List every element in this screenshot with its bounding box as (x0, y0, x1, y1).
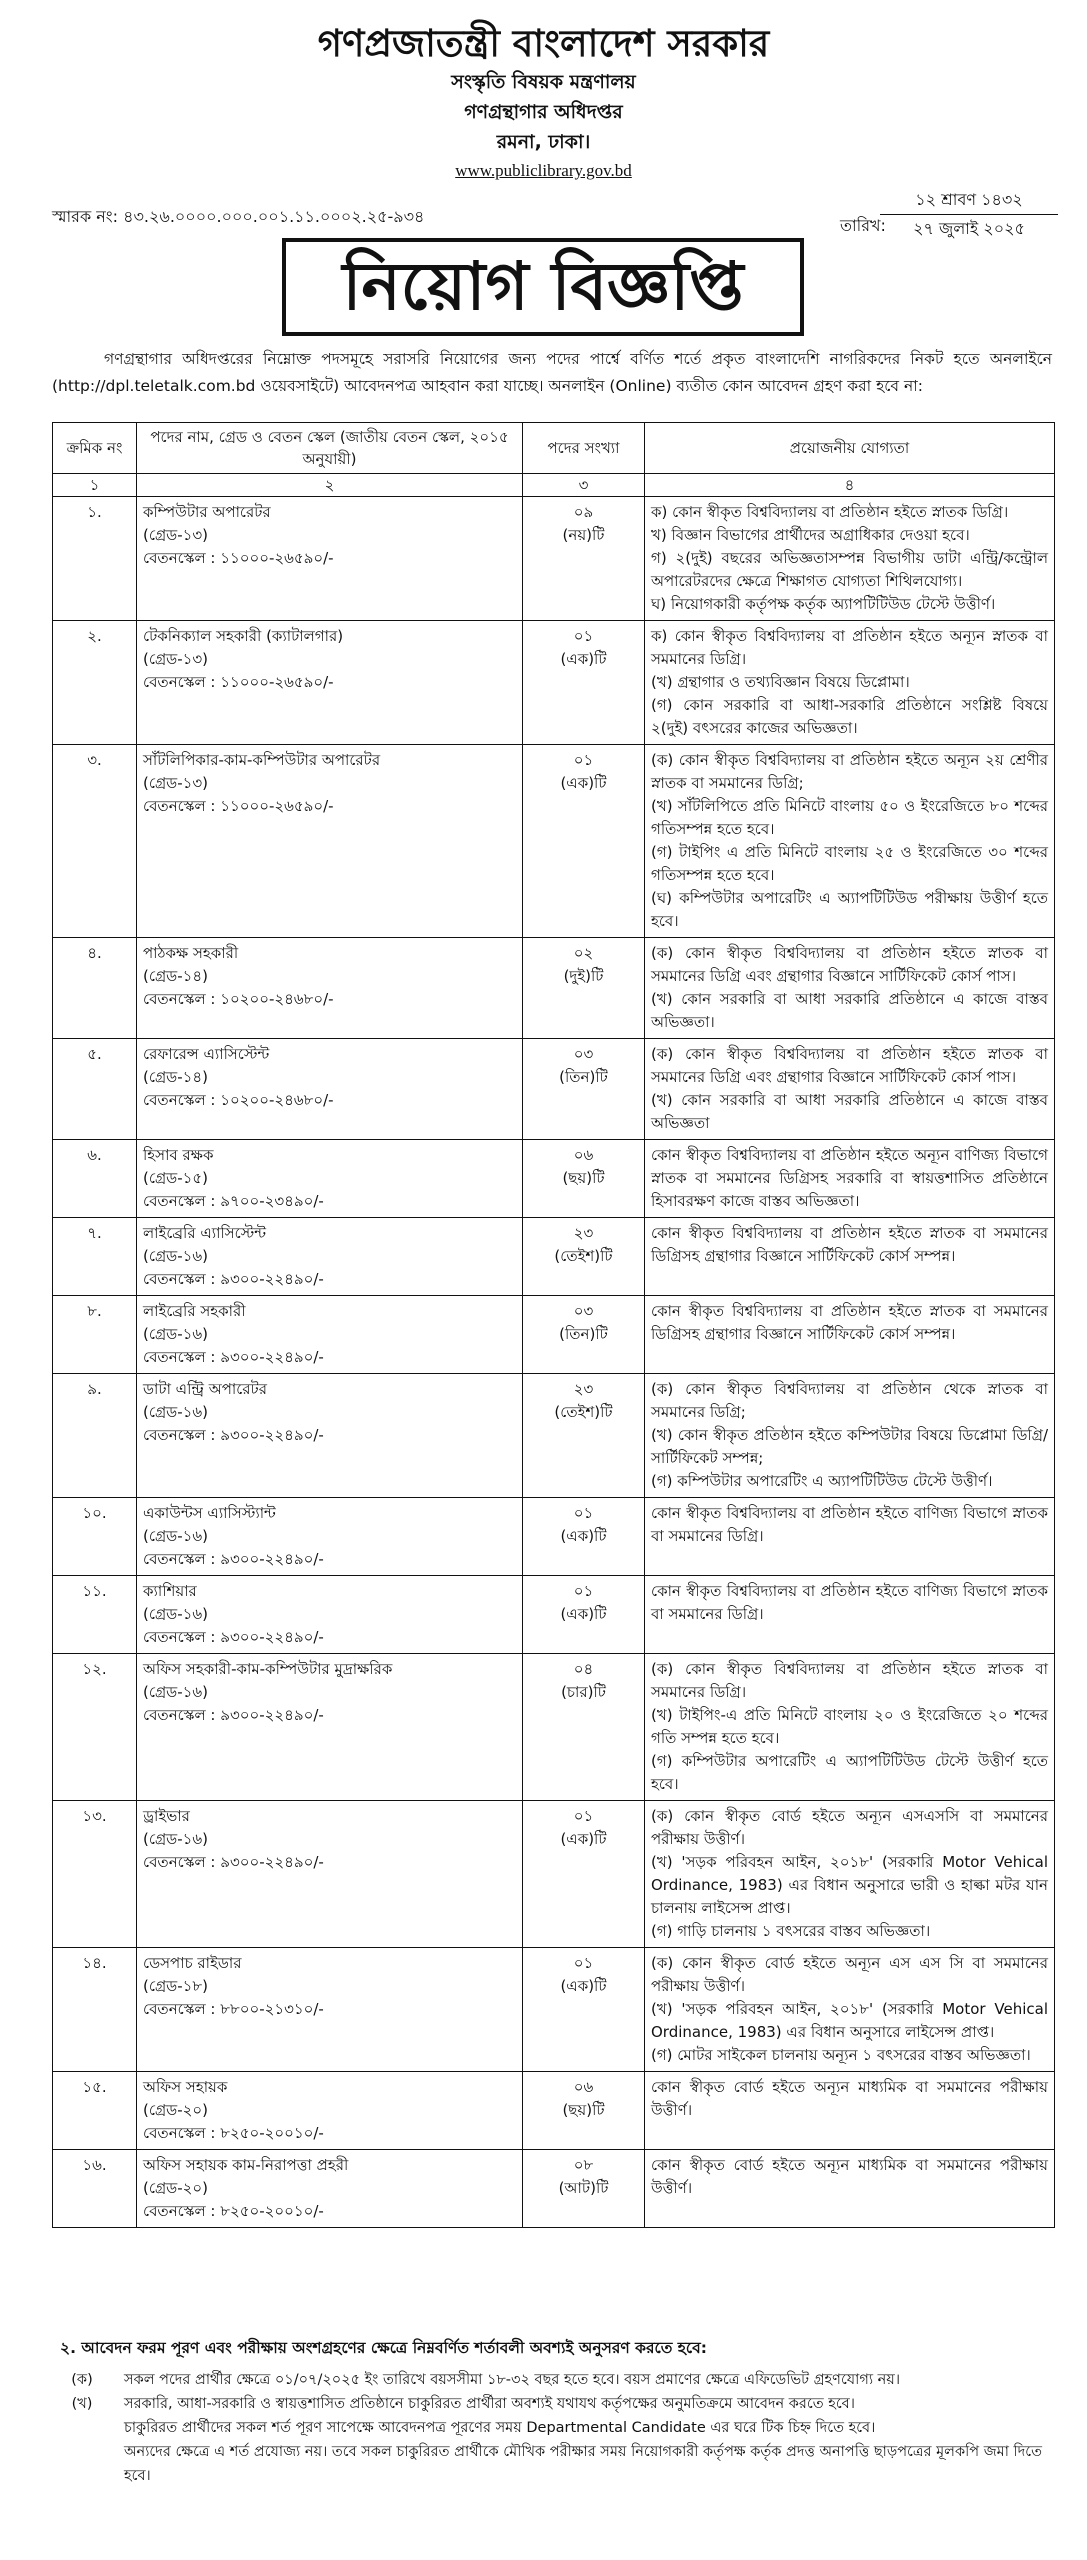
condition-text: চাকুরিরত প্রার্থীদের সকল শর্ত পূরণ সাপেক্ষে আবেদনপত্র পূরণের সময় Departmental Candidate এর ঘরে টিক চিহ্ন দিতে হবে। (124, 2420, 876, 2436)
post-pay-scale: বেতনস্কেল : ৯৩০০-২২৪৯০/- (143, 1706, 324, 1724)
post-count-words: (চার)টি (561, 1683, 606, 1701)
post-count-words: (তিন)টি (559, 1325, 608, 1343)
qualification-item: (ক) কোন স্বীকৃত বিশ্ববিদ্যালয় বা প্রতিষ্ঠান থেকে স্নাতক বা সমমানের ডিগ্রি; (651, 1380, 1048, 1421)
qualification-cell (645, 1140, 1055, 1218)
table-row (53, 1374, 1055, 1498)
table-row (53, 1498, 1055, 1576)
post-pay-scale: বেতনস্কেল : ৯৩০০-২২৪৯০/- (143, 1270, 324, 1288)
post-count-cell (523, 1498, 645, 1576)
serial-cell: ৫. (53, 1039, 137, 1140)
serial-cell: ৬. (53, 1140, 137, 1218)
post-count-cell (523, 1296, 645, 1374)
header-qualification: প্রয়োজনীয় যোগ্যতা (645, 423, 1055, 474)
serial-cell: ১৫. (53, 2072, 137, 2150)
post-count-words: (এক)টি (560, 774, 607, 792)
post-name: ডেসপাচ রাইডার (143, 1954, 242, 1972)
post-count-words: (দুই)টি (563, 967, 604, 985)
post-grade: (গ্রেড-২০) (143, 2179, 208, 2197)
post-cell (137, 1948, 523, 2072)
department-name: গণগ্রন্থাগার অধিদপ্তর (464, 101, 623, 123)
qualification-item: গ) ২(দুই) বছরের অভিজ্ঞতাসম্পন্ন বিভাগীয় ডাটা এন্ট্রি/কন্ট্রোল অপারেটরদের ক্ষেত্রে শিক্ষাগত যোগ্যতা শিথিলযোগ্য। (651, 549, 1048, 590)
post-cell (137, 1296, 523, 1374)
post-name: ক্যাশিয়ার (143, 1582, 197, 1600)
post-grade: (গ্রেড-১৮) (143, 1977, 208, 1995)
post-name: টেকনিক্যাল সহকারী (ক্যাটালগার) (143, 627, 344, 645)
post-name: সাঁটলিপিকার-কাম-কম্পিউটার অপারেটর (143, 751, 381, 769)
serial-cell: ৮. (53, 1296, 137, 1374)
post-pay-scale: বেতনস্কেল : ৮২৫০-২০০১০/- (143, 2124, 324, 2142)
post-cell (137, 1039, 523, 1140)
qualification-cell (645, 2150, 1055, 2228)
post-grade: (গ্রেড-১৬) (143, 1527, 208, 1545)
post-grade: (গ্রেড-১৩) (143, 774, 208, 792)
post-name: অফিস সহায়ক কাম-নিরাপত্তা প্রহরী (143, 2156, 349, 2174)
qualification-item: (খ) সাঁটলিপিতে প্রতি মিনিটে বাংলায় ৫০ ও ইংরেজিতে ৮০ শব্দের গতিসম্পন্ন হতে হবে। (651, 797, 1048, 838)
table-row (53, 1654, 1055, 1801)
post-cell (137, 2072, 523, 2150)
header-serial: ক্রমিক নং (53, 423, 137, 474)
serial-cell: ৩. (53, 745, 137, 938)
post-count-words: (ছয়)টি (562, 1169, 605, 1187)
post-cell (137, 1218, 523, 1296)
qualification-item: ক) কোন স্বীকৃত বিশ্ববিদ্যালয় বা প্রতিষ্ঠান হইতে অন্যূন স্নাতক বা সমমানের ডিগ্রি। (651, 627, 1048, 668)
qualification-cell (645, 1296, 1055, 1374)
post-grade: (গ্রেড-১৬) (143, 1605, 208, 1623)
column-number: ৪ (645, 474, 1055, 497)
post-count: ০৬ (573, 1146, 594, 1164)
website-link[interactable]: www.publiclibrary.gov.bd (455, 161, 632, 180)
post-count-words: (তেইশ)টি (554, 1247, 613, 1265)
post-count: ০১ (573, 1504, 594, 1522)
post-name: কম্পিউটার অপারেটর (143, 503, 271, 521)
table-row (53, 1140, 1055, 1218)
post-count-cell (523, 1654, 645, 1801)
qualification-item: (ক) কোন স্বীকৃত বিশ্ববিদ্যালয় বা প্রতিষ্ঠান হইতে স্নাতক বা সমমানের ডিগ্রি। (651, 1660, 1048, 1701)
post-pay-scale: বেতনস্কেল : ৯৩০০-২২৪৯০/- (143, 1853, 324, 1871)
post-name: একাউন্টস এ্যাসিস্ট্যান্ট (143, 1504, 276, 1522)
qualification-item: (খ) কোন সরকারি বা আধা সরকারি প্রতিষ্ঠানে এ কাজে বাস্তব অভিজ্ঞতা (651, 1091, 1048, 1132)
qualification-item: (খ) কোন স্বীকৃত প্রতিষ্ঠান হইতে কম্পিউটার বিষয়ে ডিপ্লোমা ডিগ্রি/সার্টিফিকেট সম্পন্ন; (651, 1426, 1048, 1467)
column-number: ২ (137, 474, 523, 497)
qualification-item: (খ) কোন সরকারি বা আধা সরকারি প্রতিষ্ঠানে এ কাজে বাস্তব অভিজ্ঞতা। (651, 990, 1048, 1031)
post-count-cell (523, 2072, 645, 2150)
qualification-item: কোন স্বীকৃত বিশ্ববিদ্যালয় বা প্রতিষ্ঠান হইতে স্নাতক বা সমমানের ডিগ্রিসহ গ্রন্থাগার বিজ্ঞানে সার্টিফিকেট কোর্স সম্পন্ন। (651, 1224, 1048, 1265)
post-count-words: (ছয়)টি (562, 2101, 605, 2119)
condition-item (52, 2392, 1054, 2488)
post-count: ০৮ (573, 2156, 594, 2174)
post-cell (137, 1576, 523, 1654)
date-bangla: ১২ শ্রাবণ ১৪৩২ (880, 186, 1058, 215)
table-row (53, 1576, 1055, 1654)
post-grade: (গ্রেড-১৬) (143, 1247, 208, 1265)
serial-cell: ১. (53, 497, 137, 621)
post-count: ০১ (573, 1807, 594, 1825)
header-count: পদের সংখ্যা (523, 423, 645, 474)
column-number: ৩ (523, 474, 645, 497)
post-count: ০১ (573, 1582, 594, 1600)
serial-cell: ১১. (53, 1576, 137, 1654)
post-count: ০২ (573, 944, 594, 962)
post-name: লাইব্রেরি এ্যাসিস্টেন্ট (143, 1224, 267, 1242)
post-count-words: (এক)টি (560, 1977, 607, 1995)
post-count-words: (আট)টি (558, 2179, 609, 2197)
ministry-name: সংস্কৃতি বিষয়ক মন্ত্রণালয় (451, 71, 636, 93)
post-pay-scale: বেতনস্কেল : ৯৩০০-২২৪৯০/- (143, 1550, 324, 1568)
table-row (53, 1296, 1055, 1374)
qualification-item: কোন স্বীকৃত বিশ্ববিদ্যালয় বা প্রতিষ্ঠান হইতে অন্যূন বাণিজ্য বিভাগে স্নাতক বা সমমানের ডিগ্রিসহ সরকারি বা স্বায়ত্তশাসিত প্রতিষ্ঠানে হিসাবরক্ষণ কাজে বাস্তব অভিজ্ঞতা। (651, 1146, 1048, 1210)
post-count-words: (এক)টি (560, 1605, 607, 1623)
post-cell (137, 2150, 523, 2228)
conditions-list (52, 2368, 1054, 2488)
post-cell (137, 1374, 523, 1498)
post-name: লাইব্রেরি সহকারী (143, 1302, 246, 1320)
post-cell (137, 497, 523, 621)
post-count-cell (523, 2150, 645, 2228)
qualification-item: (ক) কোন স্বীকৃত বোর্ড হইতে অন্যূন এসএসসি বা সমমানের পরীক্ষায় উত্তীর্ণ। (651, 1807, 1048, 1848)
post-grade: (গ্রেড-১৪) (143, 967, 208, 985)
qualification-item: (গ) কম্পিউটার অপারেটিং এ অ্যাপটিটিউড টেস্টে উত্তীর্ণ হতে হবে। (651, 1752, 1048, 1793)
post-count: ২৩ (573, 1224, 594, 1242)
post-count-cell (523, 745, 645, 938)
serial-cell: ১৪. (53, 1948, 137, 2072)
serial-cell: ১০. (53, 1498, 137, 1576)
date-label: তারিখ: (840, 216, 886, 235)
qualification-cell (645, 497, 1055, 621)
table-row (53, 1801, 1055, 1948)
vacancy-rows (53, 497, 1055, 2228)
table-row (53, 745, 1055, 938)
qualification-item: (খ) 'সড়ক পরিবহন আইন, ২০১৮' (সরকারি Motor Vehical Ordinance, 1983) এর বিধান অনুসারে লাইসেন্স প্রাপ্ত। (651, 2000, 1048, 2041)
post-cell (137, 745, 523, 938)
post-grade: (গ্রেড-১৬) (143, 1403, 208, 1421)
condition-mark: (ক) (71, 2372, 93, 2388)
qualification-item: (গ) কম্পিউটার অপারেটিং এ অ্যাপটিটিউড টেস্টে উত্তীর্ণ। (651, 1472, 993, 1490)
qualification-item: (গ) কোন সরকারি বা আধা-সরকারি প্রতিষ্ঠানে সংশ্লিষ্ট বিষয়ে ২(দুই) বৎসরের কাজের অভিজ্ঞতা। (651, 696, 1048, 737)
post-count-words: (এক)টি (560, 650, 607, 668)
post-pay-scale: বেতনস্কেল : ১১০০০-২৬৫৯০/- (143, 549, 334, 567)
post-name: অফিস সহায়ক (143, 2078, 228, 2096)
condition-text: সকল পদের প্রার্থীর ক্ষেত্রে ০১/০৭/২০২৫ ইং তারিখে বয়সসীমা ১৮-৩২ বছর হতে হবে। বয়স প্রমাণের ক্ষেত্রে এফিডেভিট গ্রহণযোগ্য নয়। (124, 2372, 901, 2388)
post-count-words: (নয়)টি (562, 526, 605, 544)
post-count-cell (523, 621, 645, 745)
qualification-item: (ক) কোন স্বীকৃত বিশ্ববিদ্যালয় বা প্রতিষ্ঠান হইতে অন্যূন ২য় শ্রেণীর স্নাতক বা সমমানের ডিগ্রি; (651, 751, 1048, 792)
post-count: ২৩ (573, 1380, 594, 1398)
qualification-cell (645, 1218, 1055, 1296)
condition-text: সরকারি, আধা-সরকারি ও স্বায়ত্তশাসিত প্রতিষ্ঠানে চাকুরিরত প্রার্থীরা অবশ্যই যথাযথ কর্তৃপক্ষের অনুমতিক্রমে আবেদন করতে হবে। (124, 2396, 855, 2412)
post-grade: (গ্রেড-১৩) (143, 526, 208, 544)
post-count: ০৯ (573, 503, 594, 521)
post-count: ০৩ (573, 1045, 594, 1063)
qualification-cell (645, 2072, 1055, 2150)
qualification-item: কোন স্বীকৃত বিশ্ববিদ্যালয় বা প্রতিষ্ঠান হইতে স্নাতক বা সমমানের ডিগ্রিসহ গ্রন্থাগার বিজ্ঞানে সার্টিফিকেট কোর্স সম্পন্ন। (651, 1302, 1048, 1343)
table-row (53, 621, 1055, 745)
intro-paragraph: গণগ্রন্থাগার অধিদপ্তরের নিম্নোক্ত পদসমূহে সরাসরি নিয়োগের জন্য পদের পার্শ্বে বর্ণিত শর্তে প্রকৃত বাংলাদেশি নাগরিকদের নিকট হতে অনলাইনে (http://dpl.teletalk.com.bd ওয়েবসাইটে) আবেদনপত্র আহবান করা যাচ্ছে। অনলাইন (Online) ব্যতীত কোন আবেদন গ্রহণ করা হবে না: (52, 350, 1052, 395)
post-pay-scale: বেতনস্কেল : ৮২৫০-২০০১০/- (143, 2202, 324, 2220)
post-pay-scale: বেতনস্কেল : ৯৭০০-২৩৪৯০/- (143, 1192, 324, 1210)
post-count-words: (এক)টি (560, 1830, 607, 1848)
table-header-row (53, 423, 1055, 474)
post-pay-scale: বেতনস্কেল : ১০২০০-২৪৬৮০/- (143, 990, 334, 1008)
column-number-row (53, 474, 1055, 497)
serial-cell: ২. (53, 621, 137, 745)
post-count: ০৬ (573, 2078, 594, 2096)
qualification-item: ঘ) নিয়োগকারী কর্তৃপক্ষ কর্তৃক অ্যাপটিটিউড টেস্টে উত্তীর্ণ। (651, 595, 996, 613)
post-cell (137, 1498, 523, 1576)
qualification-item: (ক) কোন স্বীকৃত বোর্ড হইতে অন্যূন এস এস সি বা সমমানের পরীক্ষায় উত্তীর্ণ। (651, 1954, 1048, 1995)
post-count: ০১ (573, 1954, 594, 1972)
post-name: পাঠকক্ষ সহকারী (143, 944, 239, 962)
post-pay-scale: বেতনস্কেল : ৯৩০০-২২৪৯০/- (143, 1628, 324, 1646)
qualification-cell (645, 938, 1055, 1039)
header-post: পদের নাম, গ্রেড ও বেতন স্কেল (জাতীয় বেতন স্কেল, ২০১৫ অনুযায়ী) (137, 423, 523, 474)
office-location: রমনা, ঢাকা। (496, 131, 591, 153)
post-grade: (গ্রেড-১৬) (143, 1830, 208, 1848)
post-count: ০৩ (573, 1302, 594, 1320)
condition-mark: (খ) (71, 2396, 93, 2412)
post-count-cell (523, 497, 645, 621)
post-name: ডাটা এন্ট্রি অপারেটর (143, 1380, 267, 1398)
post-count-cell (523, 1801, 645, 1948)
qualification-item: কোন স্বীকৃত বিশ্ববিদ্যালয় বা প্রতিষ্ঠান হইতে বাণিজ্য বিভাগে স্নাতক বা সমমানের ডিগ্রি। (651, 1582, 1048, 1623)
serial-cell: ১২. (53, 1654, 137, 1801)
table-row (53, 2150, 1055, 2228)
government-title: গণপ্রজাতন্ত্রী বাংলাদেশ সরকার (317, 21, 770, 65)
table-row (53, 1948, 1055, 2072)
post-count-cell (523, 1374, 645, 1498)
qualification-cell (645, 1576, 1055, 1654)
post-count-words: (তেইশ)টি (554, 1403, 613, 1421)
qualification-item: কোন স্বীকৃত বোর্ড হইতে অন্যূন মাধ্যমিক বা সমমানের পরীক্ষায় উত্তীর্ণ। (651, 2156, 1048, 2197)
post-cell (137, 1140, 523, 1218)
post-grade: (গ্রেড-১৩) (143, 650, 208, 668)
post-count-words: (তিন)টি (559, 1068, 608, 1086)
post-count-cell (523, 1039, 645, 1140)
post-count-words: (এক)টি (560, 1527, 607, 1545)
post-pay-scale: বেতনস্কেল : ১১০০০-২৬৫৯০/- (143, 797, 334, 815)
post-name: রেফারেন্স এ্যাসিস্টেন্ট (143, 1045, 270, 1063)
qualification-cell (645, 1654, 1055, 1801)
serial-cell: ৪. (53, 938, 137, 1039)
qualification-cell (645, 621, 1055, 745)
post-pay-scale: বেতনস্কেল : ১০২০০-২৪৬৮০/- (143, 1091, 334, 1109)
post-count: ০১ (573, 751, 594, 769)
serial-cell: ৭. (53, 1218, 137, 1296)
post-count-cell (523, 1948, 645, 2072)
condition-item (52, 2368, 1054, 2392)
post-grade: (গ্রেড-১৬) (143, 1683, 208, 1701)
vacancy-table (52, 422, 1055, 2228)
table-row (53, 2072, 1055, 2150)
post-count-cell (523, 1218, 645, 1296)
qualification-item: (ক) কোন স্বীকৃত বিশ্ববিদ্যালয় বা প্রতিষ্ঠান হইতে স্নাতক বা সমমানের ডিগ্রি এবং গ্রন্থাগার বিজ্ঞানে সার্টিফিকেট কোর্স পাস। (651, 944, 1048, 985)
qualification-cell (645, 1948, 1055, 2072)
date-english: ২৭ জুলাই ২০২৫ (913, 219, 1025, 238)
qualification-item: ক) কোন স্বীকৃত বিশ্ববিদ্যালয় বা প্রতিষ্ঠান হইতে স্নাতক ডিগ্রি। (651, 503, 1009, 521)
post-pay-scale: বেতনস্কেল : ৯৩০০-২২৪৯০/- (143, 1426, 324, 1444)
serial-cell: ১৬. (53, 2150, 137, 2228)
qualification-item: (খ) 'সড়ক পরিবহন আইন, ২০১৮' (সরকারি Motor Vehical Ordinance, 1983) এর বিধান অনুসারে ভারী ও হাল্কা মটর যান চালনায় লাইসেন্স প্রাপ্ত। (651, 1853, 1048, 1917)
qualification-cell (645, 1498, 1055, 1576)
post-pay-scale: বেতনস্কেল : ৯৩০০-২২৪৯০/- (143, 1348, 324, 1366)
table-row (53, 1218, 1055, 1296)
post-cell (137, 1654, 523, 1801)
post-grade: (গ্রেড-২০) (143, 2101, 208, 2119)
post-name: অফিস সহকারী-কাম-কম্পিউটার মুদ্রাক্ষরিক (143, 1660, 393, 1678)
serial-cell: ১৩. (53, 1801, 137, 1948)
qualification-item: খ) বিজ্ঞান বিভাগের প্রার্থীদের অগ্রাধিকার দেওয়া হবে। (651, 526, 970, 544)
post-grade: (গ্রেড-১৪) (143, 1068, 208, 1086)
qualification-item: (ঘ) কম্পিউটার অপারেটিং এ অ্যাপটিটিউড পরীক্ষায় উত্তীর্ণ হতে হবে। (651, 889, 1048, 930)
post-pay-scale: বেতনস্কেল : ১১০০০-২৬৫৯০/- (143, 673, 334, 691)
notice-title: নিয়োগ বিজ্ঞপ্তি (282, 238, 804, 336)
post-name: হিসাব রক্ষক (143, 1146, 214, 1164)
memo-number: স্মারক নং: ৪৩.২৬.০০০০.০০০.০০১.১১.০০০২.২৫-৯৩৪ (52, 207, 425, 226)
post-grade: (গ্রেড-১৬) (143, 1325, 208, 1343)
qualification-cell (645, 1374, 1055, 1498)
serial-cell: ৯. (53, 1374, 137, 1498)
post-name: ড্রাইভার (143, 1807, 190, 1825)
post-count-cell (523, 1576, 645, 1654)
column-number: ১ (53, 474, 137, 497)
post-cell (137, 621, 523, 745)
post-count: ০১ (573, 627, 594, 645)
qualification-item: (গ) টাইপিং এ প্রতি মিনিটে বাংলায় ২৫ ও ইংরেজিতে ৩০ শব্দের গতিসম্পন্ন হতে হবে। (651, 843, 1048, 884)
table-row (53, 1039, 1055, 1140)
qualification-item: (গ) মোটর সাইকেল চালনায় অন্যূন ১ বৎসরের বাস্তব অভিজ্ঞতা। (651, 2046, 1031, 2064)
post-count-cell (523, 1140, 645, 1218)
qualification-cell (645, 745, 1055, 938)
qualification-item: কোন স্বীকৃত বোর্ড হইতে অন্যূন মাধ্যমিক বা সমমানের পরীক্ষায় উত্তীর্ণ। (651, 2078, 1048, 2119)
post-cell (137, 1801, 523, 1948)
qualification-item: (গ) গাড়ি চালনায় ১ বৎসরের বাস্তব অভিজ্ঞতা। (651, 1922, 931, 1940)
qualification-item: কোন স্বীকৃত বিশ্ববিদ্যালয় বা প্রতিষ্ঠান হইতে বাণিজ্য বিভাগে স্নাতক বা সমমানের ডিগ্রি। (651, 1504, 1048, 1545)
post-grade: (গ্রেড-১৫) (143, 1169, 208, 1187)
conditions-title: ২. আবেদন ফরম পূরণ এবং পরীক্ষায় অংশগ্রহণের ক্ষেত্রে নিম্নবর্ণিত শর্তাবলী অবশ্যই অনুসরণ করতে হবে: (60, 2339, 707, 2357)
condition-text: অন্যদের ক্ষেত্রে এ শর্ত প্রযোজ্য নয়। তবে সকল চাকুরিরত প্রার্থীকে মৌখিক পরীক্ষার সময় নিয়োগকারী কর্তৃপক্ষ কর্তৃক প্রদত্ত অনাপত্তি ছাড়পত্রের মূলকপি জমা দিতে হবে। (124, 2444, 1043, 2484)
table-row (53, 497, 1055, 621)
qualification-item: (খ) গ্রন্থাগার ও তথ্যবিজ্ঞান বিষয়ে ডিপ্লোমা। (651, 673, 910, 691)
qualification-item: (ক) কোন স্বীকৃত বিশ্ববিদ্যালয় বা প্রতিষ্ঠান হইতে স্নাতক বা সমমানের ডিগ্রি এবং গ্রন্থাগার বিজ্ঞানে সার্টিফিকেট কোর্স পাস। (651, 1045, 1048, 1086)
post-cell (137, 938, 523, 1039)
date-block (880, 186, 1058, 243)
qualification-cell (645, 1801, 1055, 1948)
qualification-cell (645, 1039, 1055, 1140)
post-pay-scale: বেতনস্কেল : ৮৮০০-২১৩১০/- (143, 2000, 324, 2018)
post-count: ০৪ (573, 1660, 594, 1678)
qualification-item: (খ) টাইপিং-এ প্রতি মিনিটে বাংলায় ২০ ও ইংরেজিতে ২০ শব্দের গতি সম্পন্ন হতে হবে। (651, 1706, 1048, 1747)
table-row (53, 938, 1055, 1039)
post-count-cell (523, 938, 645, 1039)
